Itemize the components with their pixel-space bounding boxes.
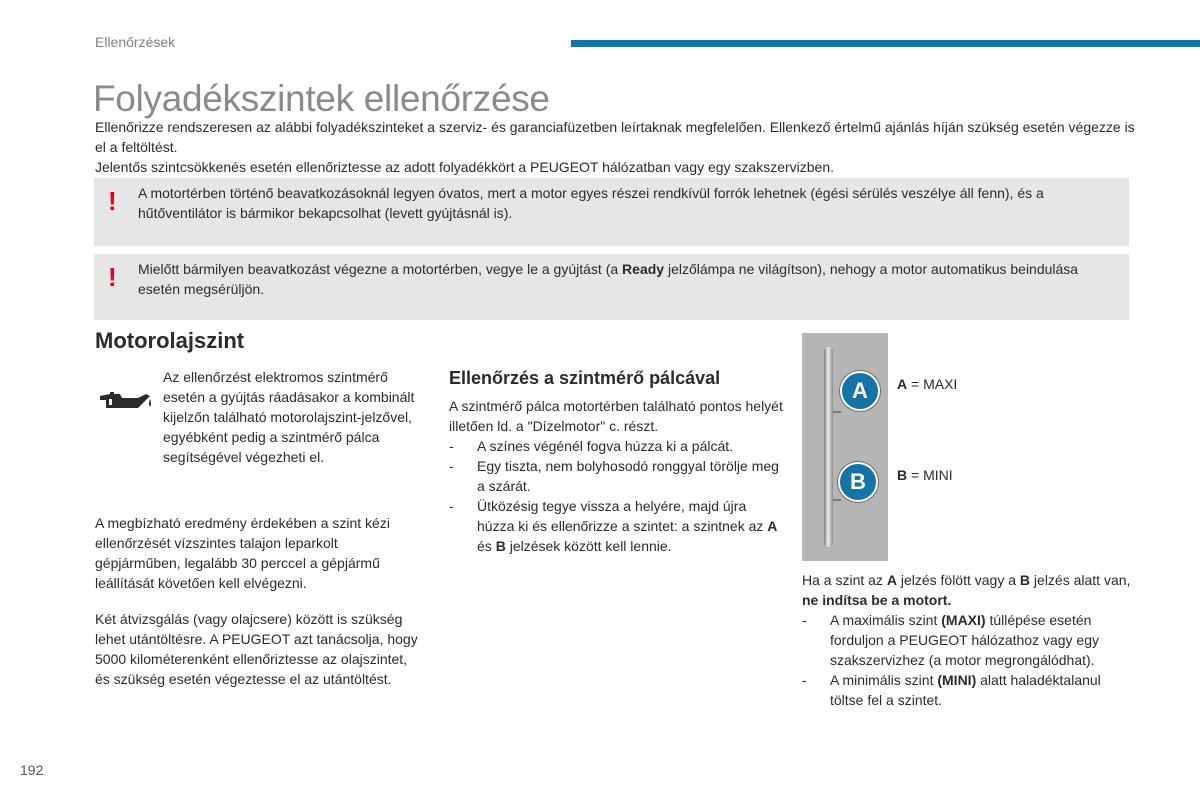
section-label: Ellenőrzések — [95, 34, 176, 50]
badge-b-icon: B — [838, 462, 878, 502]
page-title: Folyadékszintek ellenőrzése — [93, 78, 550, 119]
dipstick-section-body — [449, 396, 784, 556]
header-accent-bar — [571, 40, 1200, 47]
intro-text — [95, 117, 1145, 177]
oil-level-heading: Motorolajszint — [95, 328, 245, 353]
oil-paragraph-2: Két átvizsgálás (vagy olajcsere) között is szükség lehet utántöltésre. A PEUGEOT azt tanácsolja, hogy 5000 kilométerenként ellenőriztesse az olajszintet, és szükség esetén végeztesse el az utántöltést. — [95, 611, 418, 687]
warning-text: A motortérben történő beavatkozásoknál legyen óvatos, mert a motor egyes részei rendkívül forrók lehetnek (égési sérülés veszélye áll fenn), és a hűtőventilátor is bármikor bekapcsolhat (levett gyújtásnál is). — [138, 185, 1044, 221]
dipstick-intro: A szintmérő pálca motortérben található pontos helyét illetően ld. a "Dízelmotor" c. részt. — [449, 398, 783, 434]
max-notch — [833, 411, 841, 413]
dipstick-heading: Ellenőrzés a szintmérő pálcával — [449, 368, 721, 388]
intro-paragraph-1: Ellenőrizze rendszeresen az alábbi folyadékszinteket a szerviz- és garanciafüzetben leírtaknak megfelelően. Ellenkező értelmű ajánlás híján szükség esetén végezze is el a feltöltést. — [95, 119, 1135, 155]
label-mini: B = MINI — [897, 467, 953, 483]
ready-label: Ready — [622, 261, 665, 277]
warning-exclamation-icon: ! — [108, 186, 117, 216]
warning-text: Mielőtt bármilyen beavatkozást végezne a motortérben, vegye le a gyújtást (a Ready jelzőlámpa ne világítson), nehogy a motor automatikus beindulása esetén megsérüljön. — [138, 261, 1079, 297]
min-notch — [833, 499, 841, 501]
warning-exclamation-icon: ! — [108, 262, 117, 292]
list-item: - Ütközésig tegye vissza a helyére, majd újra húzza ki és ellenőrizze a szintet: a szintnek az A és B jelzések között kell lennie. — [449, 496, 784, 556]
list-item: - Egy tiszta, nem bolyhosodó ronggyal törölje meg a szárát. — [449, 456, 784, 496]
list-item: - A minimális szint (MINI) alatt haladéktalanul töltse fel a szintet. — [802, 670, 1137, 710]
oil-paragraph-1: A megbízható eredmény érdekében a szint kézi ellenőrzését vízszintes talajon leparkolt gépjárműben, legalább 30 perccel a gépjármű leállítását követően kell elvégezni. — [95, 515, 390, 591]
level-instructions — [802, 570, 1137, 710]
badge-a-icon: A — [840, 371, 880, 411]
intro-paragraph-2: Jelentős szintcsökkenés esetén ellenőriztesse az adott folyadékkört a PEUGEOT hálózatban vagy egy szakszervizben. — [95, 159, 835, 175]
list-item: - A színes végénél fogva húzza ki a pálcát. — [449, 436, 784, 456]
page-number: 192 — [20, 762, 44, 778]
dipstick-illustration — [802, 333, 888, 561]
label-maxi: A = MAXI — [897, 376, 958, 392]
warning-box-hot-engine — [94, 178, 1129, 246]
list-item: - A maximális szint (MAXI) túllépése esetén forduljon a PEUGEOT hálózathoz vagy egy szakszervizhez (a motor megrongálódhat). — [802, 610, 1137, 670]
oil-icon-description: Az ellenőrzést elektromos szintmérő esetén a gyújtás ráadásakor a kombinált kijelzőn található motorolajszint-jelzővel, egyébként pedig a szintmérő pálca segítségével végezheti el. — [163, 369, 415, 465]
oil-can-icon — [98, 390, 156, 414]
level-intro: Ha a szint az A jelzés fölött vagy a B jelzés alatt van, ne indítsa be a motort. — [802, 572, 1131, 608]
level-list — [802, 610, 1137, 710]
dipstick-steps — [449, 436, 784, 556]
warning-box-ignition — [94, 254, 1129, 320]
dipstick-rod — [824, 347, 833, 547]
